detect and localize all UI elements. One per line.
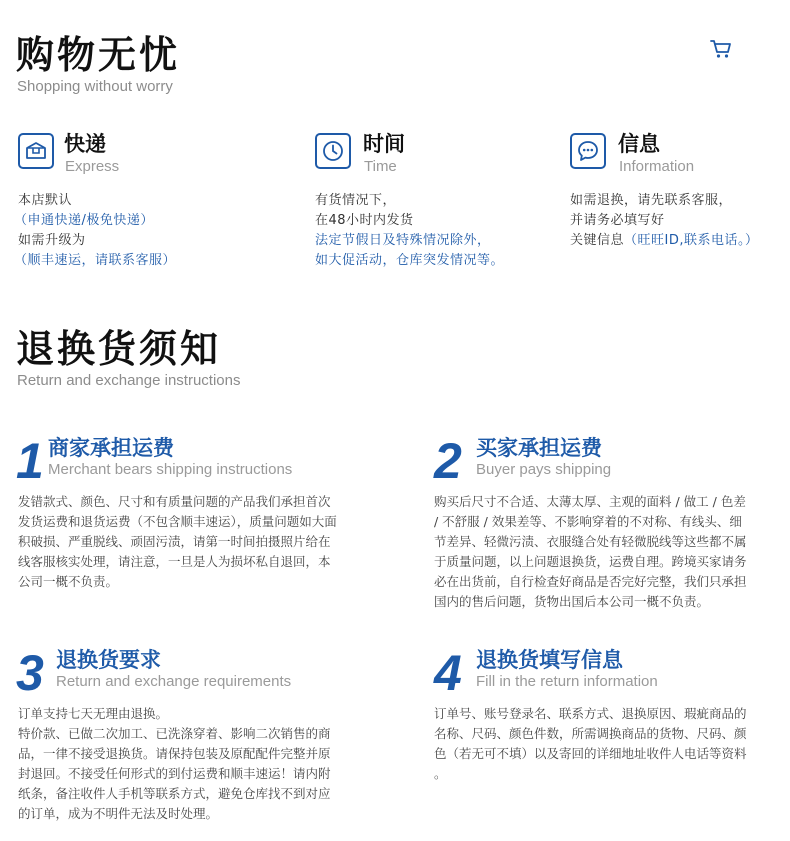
body-line: 购买后尺寸不合适、太薄太厚、主观的面料 / 做工 / 色差: [434, 494, 746, 509]
info-time: [315, 133, 555, 273]
section-return-requirements: [16, 644, 376, 824]
section-title: 退换货填写信息: [476, 648, 623, 672]
section-subtitle: Merchant bears shipping instructions: [48, 461, 293, 478]
info-information: [570, 133, 785, 273]
info-line: 法定节假日及特殊情况除外，: [315, 233, 491, 248]
body-line: 特价款、已做二次加工、已洗涤穿着、影响二次销售的商: [18, 726, 331, 741]
info-line: 如需升级为: [18, 233, 86, 248]
body-line: 公司一概不负责。: [18, 574, 119, 589]
info-subtitle: Time: [364, 158, 397, 175]
body-line: 。: [434, 766, 447, 781]
info-line: （申通快递/极免快递）: [14, 213, 154, 228]
body-line: 发货运费和退货运费（不包含顺丰速运），质量问题如大面: [18, 514, 337, 529]
info-line: 如需退换，请先联系客服，: [570, 193, 733, 208]
info-line: 本店默认: [18, 193, 73, 208]
section-number: 1: [16, 433, 44, 489]
section-subtitle: Fill in the return information: [476, 673, 658, 690]
body-line: / 不舒服 / 效果差等、不影响穿着的不对称、有线头、细: [434, 514, 742, 529]
section-body: [434, 492, 747, 612]
section-title: 退换货要求: [56, 648, 161, 672]
section-number: 2: [434, 433, 462, 489]
body-line: 必在出货前，自行检查好商品是否完好完整，我们只承担: [434, 574, 747, 589]
cart-icon[interactable]: [709, 38, 733, 60]
section-merchant-pays: [16, 432, 376, 592]
body-line: 名称、尺码、颜色件数，所需调换商品的货物、尺码、颜: [434, 726, 747, 741]
section-body: [434, 704, 747, 784]
section-number: 3: [16, 645, 44, 701]
section-body: [18, 704, 331, 824]
clock-icon: [315, 133, 351, 169]
body-line: 订单支持七天无理由退换。: [18, 706, 169, 721]
section-title: 买家承担运费: [476, 436, 602, 460]
info-subtitle: Express: [65, 158, 120, 175]
section-number: 4: [434, 645, 462, 701]
returns-title: 退换货须知: [16, 327, 222, 371]
page-title: 购物无忧: [16, 33, 181, 77]
info-line: 在48小时内发货: [315, 213, 414, 228]
body-line: 线客服核实处理，请注意，一旦是人为损坏私自退回，本: [18, 554, 331, 569]
chat-icon: [570, 133, 606, 169]
section-subtitle: Buyer pays shipping: [476, 461, 612, 478]
returns-subtitle: Return and exchange instructions: [17, 372, 241, 389]
body-line: 纸条，备注收件人手机等联系方式，避免仓库找不到对应: [18, 786, 331, 801]
info-subtitle: Information: [619, 158, 695, 175]
info-line: [570, 231, 759, 251]
info-title: 信息: [618, 132, 660, 156]
body-line: 国内的售后问题，货物出国后本公司一概不负责。: [434, 594, 710, 609]
body-line: 于质量问题，以上问题退换货，运费自理。跨境买家请务: [434, 554, 747, 569]
section-title: 商家承担运费: [48, 436, 174, 460]
info-line: 如大促活动，仓库突发情况等。: [315, 253, 505, 268]
section-subtitle: Return and exchange requirements: [56, 673, 292, 690]
page-subtitle: Shopping without worry: [17, 78, 173, 95]
info-line-highlight: （旺旺ID,联系电话。）: [624, 233, 759, 248]
info-line: 有货情况下，: [315, 193, 397, 208]
section-return-info: [434, 644, 784, 794]
section-buyer-pays: [434, 432, 784, 612]
body-line: 积破损、严重脱线、顽固污渍，请第一时间拍摄照片给在: [18, 534, 331, 549]
package-icon: [18, 133, 54, 169]
body-line: 色（若无可不填）以及寄回的详细地址收件人电话等资料: [434, 746, 747, 761]
section-body: [18, 492, 337, 592]
body-line: 节差异、轻微污渍、衣服缝合处有轻微脱线等这些都不属: [434, 534, 747, 549]
body-line: 发错款式、颜色、尺寸和有质量问题的产品我们承担首次: [18, 494, 331, 509]
info-title: 时间: [363, 132, 405, 156]
body-line: 品，一律不接受退换货。请保持包装及原配配件完整并原: [18, 746, 331, 761]
info-express: [14, 132, 278, 273]
info-title: 快递: [64, 132, 106, 156]
info-line: 并请务必填写好: [570, 213, 665, 228]
body-line: 封退回。不接受任何形式的到付运费和顺丰速运！请内附: [18, 766, 331, 781]
body-line: 的订单，成为不明件无法及时处理。: [18, 806, 219, 821]
info-line-text: 关键信息: [570, 233, 625, 248]
body-line: 订单号、账号登录名、联系方式、退换原因、瑕疵商品的: [434, 706, 747, 721]
info-line: （顺丰速运，请联系客服）: [14, 253, 177, 268]
